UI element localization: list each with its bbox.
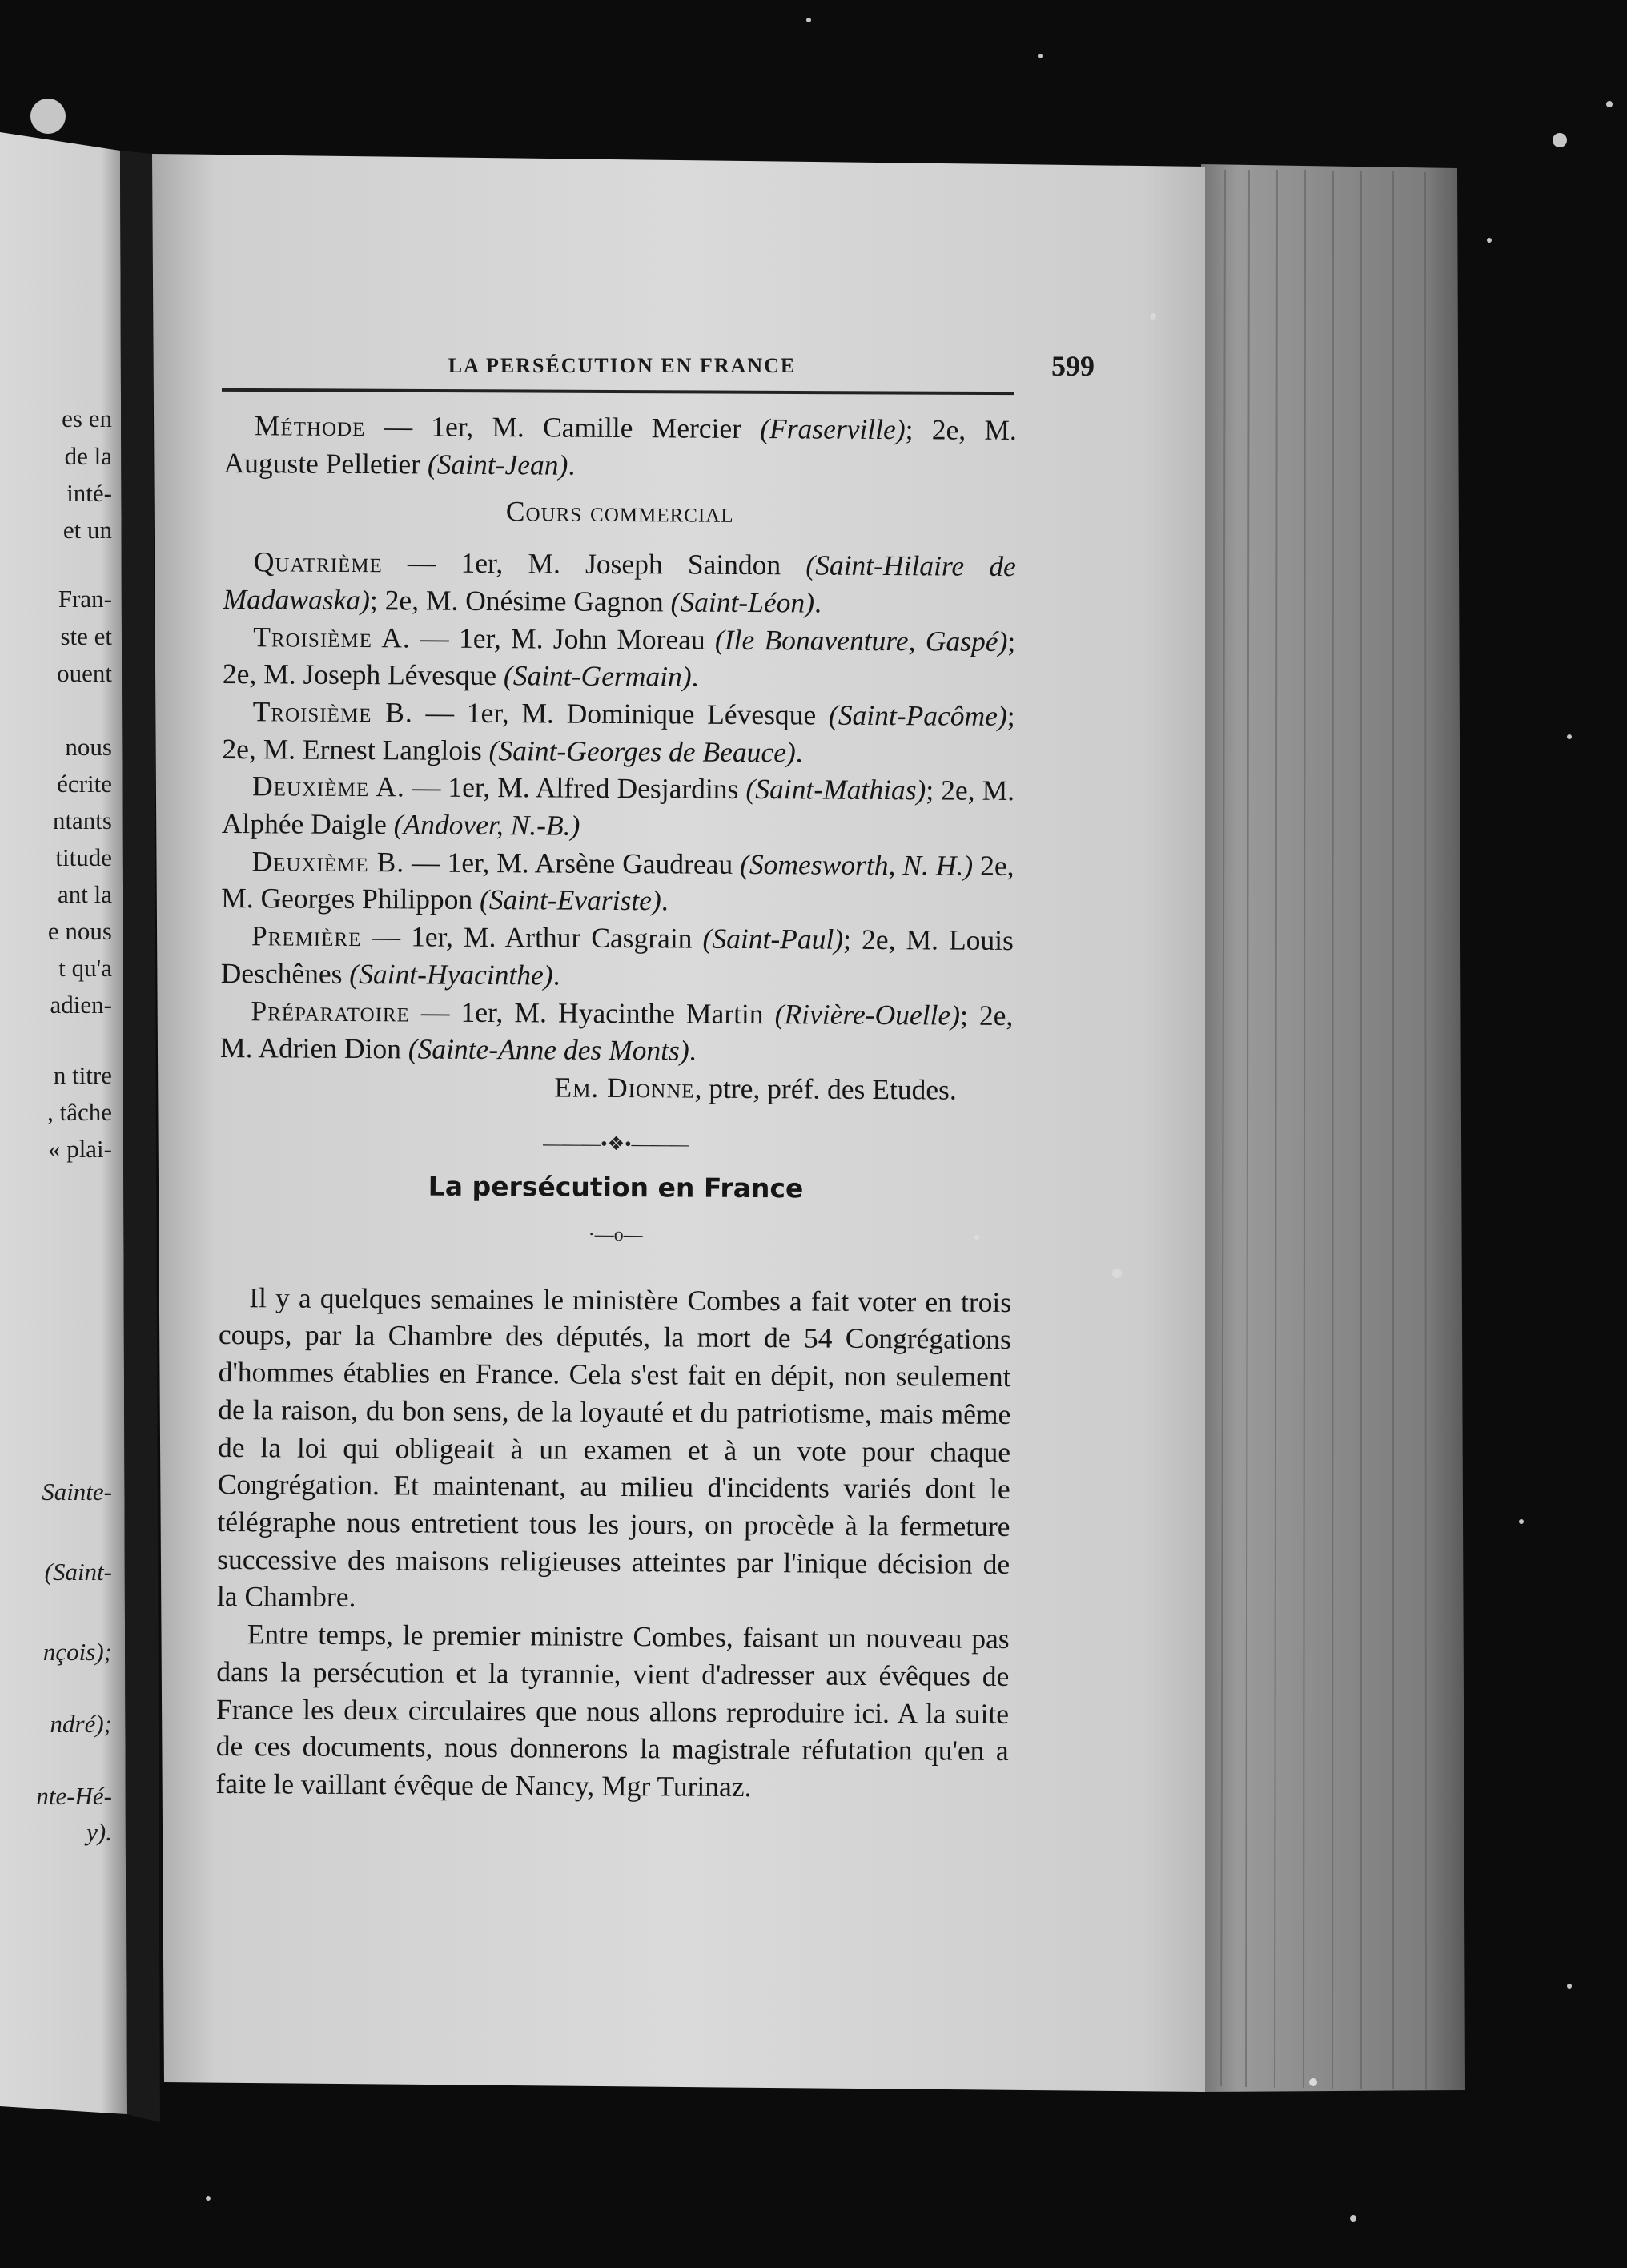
left-page-line: nte-Hé- [36,1782,112,1810]
left-page-line: nous [65,733,112,761]
running-title: LA PERSÉCUTION EN FRANCE [448,354,797,377]
left-page-line: et un [62,516,112,544]
left-page-line: , tâche [47,1098,112,1126]
left-page-line: de la [64,442,112,470]
left-page-line: écrite [57,770,112,798]
left-page-line: t qu'a [58,954,112,982]
page-number: 599 [1051,350,1095,382]
prize-row: Préparatoire — 1er, M. Hyacinthe Martin (Rivière-Ouelle); 2e, M. Adrien Dion (Sainte-Anne des Monts). [219,994,1014,1067]
left-page-line: titude [55,843,112,871]
left-page-line: nçois); [42,1638,112,1666]
ornament-divider-small: ·—o— [588,1224,643,1246]
left-page-line: adien- [50,991,112,1019]
left-page-line: (Saint- [44,1558,112,1586]
left-page-line: « plai- [47,1135,112,1163]
left-page-line: inté- [66,479,112,507]
prize-row: Quatrième — 1er, M. Joseph Saindon (Saint-Hilaire de Madawaska); 2e, M. Onésime Gagnon (Saint-Léon). [223,545,1016,619]
article-paragraph: Il y a quelques semaines le ministère Combes a fait voter en trois coups, par la Chambre des députés, la mort de 54 Congrégations d'hommes établies en France. Cela s'est fait en dépit, non seulement de la raison, du bon sens, de la loyauté et du patriotisme, mais même de la loi qui obligeait à un examen et à un vote pour chaque Congrégation. Et maintenant, au milieu d'incidents variés dont le télégraphe nous entretient tous les jours, on procède à la fermeture successive des maisons religieuses atteintes par l'inique décision de la Chambre. [216,1281,1012,1614]
prize-methode: Méthode — 1er, M. Camille Mercier (Fraserville); 2e, M. Auguste Pelletier (Saint-Jean). [223,409,1017,481]
page-body [215,407,1017,1808]
left-page-line: ouent [57,659,112,687]
article-paragraph: Entre temps, le premier ministre Combes, faisant un nouveau pas dans la persécution et la tyrannie, vient d'adresser aux évêques de France les deux circulaires que nous allons reproduire ici. A la suite de ces documents, nous donnerons la magistrale réfutation qu'en a faite le vaillant évêque de Nancy, Mgr Turinaz. [215,1618,1010,1803]
article-title: La persécution en France [428,1170,804,1204]
left-page-fragment [0,136,120,2106]
running-header [222,350,1095,388]
prize-row: Troisième B. — 1er, M. Dominique Lévesque (Saint-Pacôme); 2e, M. Ernest Langlois (Saint-Georges de Beauce). [222,695,1015,769]
left-page-line: e nous [47,917,112,945]
left-page-line: ste et [60,622,112,650]
ornament-divider: ———•❖•——— [543,1133,689,1156]
left-page-line: Fran- [58,585,112,613]
prize-row: Première — 1er, M. Arthur Casgrain (Saint-Paul); 2e, M. Louis Deschênes (Saint-Hyacinthe). [220,919,1014,991]
left-page-line: Sainte- [42,1478,112,1506]
signature: Em. Dionne, ptre, préf. des Etudes. [554,1071,957,1106]
section-heading: Cours commercial [505,495,734,529]
left-page-line: ndré); [50,1710,112,1738]
left-page-line: ant la [58,880,112,908]
left-page-line: n titre [53,1061,112,1089]
left-page-line: ntants [52,806,112,834]
left-page-line: es en [62,404,112,432]
prize-row: Deuxième A. — 1er, M. Alfred Desjardins (Saint-Mathias); 2e, M. Alphée Daigle (Andover, N.-B.) [221,770,1015,842]
prize-row: Troisième A. — 1er, M. John Moreau (Ile Bonaventure, Gaspé); 2e, M. Joseph Lévesque (Saint-Germain). [222,620,1016,693]
left-page-line: y). [86,1818,112,1846]
prize-row: Deuxième B. — 1er, M. Arsène Gaudreau (Somesworth, N. H.) 2e, M. Georges Philippon (Saint-Evariste). [221,844,1014,917]
